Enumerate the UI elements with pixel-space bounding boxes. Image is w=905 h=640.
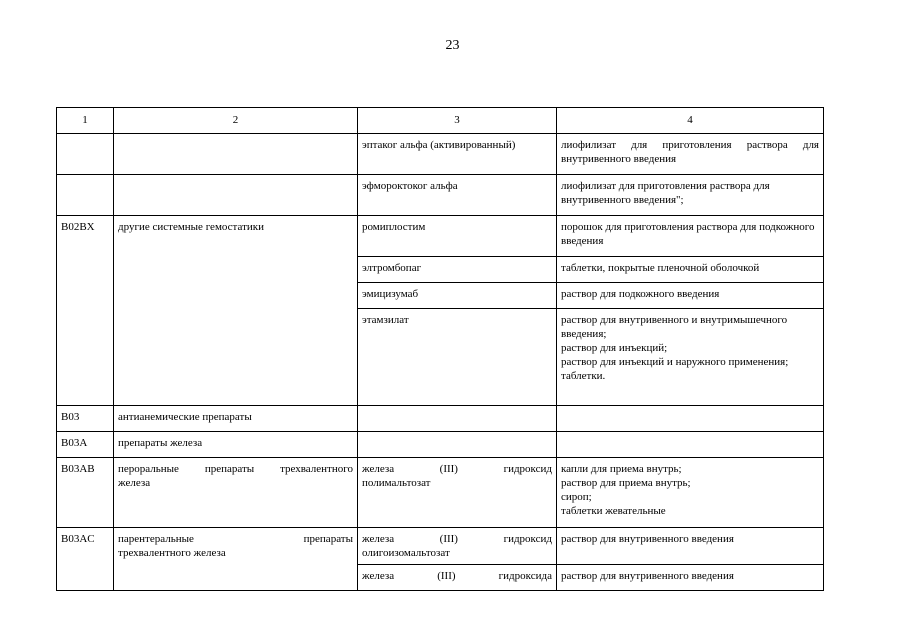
- dosage-form-cell: порошок для приготовления раствора для подкожного введения: [557, 216, 824, 257]
- dosage-form-cell: таблетки, покрытые пленочной оболочкой: [557, 257, 824, 283]
- dosage-form-cell: раствор для подкожного введения: [557, 283, 824, 309]
- drug-name-word: железа: [362, 533, 395, 545]
- group-name-word: препараты: [204, 463, 255, 475]
- drug-name-word: (III): [439, 463, 458, 475]
- drug-name-word: гидроксида: [498, 570, 552, 582]
- dosage-form-cell: лиофилизат для приготовления раствора для внутривенного введения: [557, 134, 824, 175]
- drug-name-line: олигоизомальтозат: [362, 547, 450, 559]
- drug-name-word: (III): [439, 533, 458, 545]
- atc-code-cell: B03: [57, 406, 114, 432]
- dosage-form-cell: раствор для внутривенного введения: [557, 528, 824, 565]
- group-name-cell: [114, 175, 358, 216]
- atc-code-cell: B03AC: [57, 528, 114, 591]
- group-name-line: железа: [118, 477, 151, 489]
- table-row: [57, 175, 824, 216]
- header-col-1: 1: [57, 108, 114, 134]
- group-name-word: парентеральные: [118, 533, 194, 545]
- header-col-4: 4: [557, 108, 824, 134]
- drug-name-cell: эфмороктоког альфа: [358, 175, 557, 216]
- dosage-form-cell: лиофилизат для приготовления раствора для внутривенного введения";: [557, 175, 824, 216]
- drug-name-line: полимальтозат: [362, 477, 431, 489]
- group-name-cell: препараты железа: [114, 432, 358, 458]
- dosage-form-cell: [557, 432, 824, 458]
- drug-name-word: гидроксид: [503, 533, 552, 545]
- header-col-2: 2: [114, 108, 358, 134]
- dosage-form-cell: раствор для внутривенного введения: [557, 565, 824, 591]
- drug-name-cell: [358, 432, 557, 458]
- dosage-form-cell: раствор для внутривенного и внутримышечного введения; раствор для инъекций; раствор для инъекций и наружного применения; таблетки.: [557, 309, 824, 406]
- drug-name-cell: эптаког альфа (активированный): [358, 134, 557, 175]
- drug-name-word: железа: [362, 463, 395, 475]
- table-row: [57, 528, 824, 565]
- drug-name-word: железа: [362, 570, 395, 582]
- atc-code-cell: B03AB: [57, 458, 114, 528]
- table-row: [57, 432, 824, 458]
- drug-name-cell: эмицизумаб: [358, 283, 557, 309]
- group-name-word: пероральные: [118, 463, 179, 475]
- group-name-cell: [114, 134, 358, 175]
- drug-name-word: (III): [437, 570, 456, 582]
- table-row: [57, 406, 824, 432]
- group-name-cell: антианемические препараты: [114, 406, 358, 432]
- group-name-cell: другие системные гемостатики: [114, 216, 358, 406]
- drug-table: [56, 107, 824, 591]
- table-row: [57, 458, 824, 528]
- drug-name-word: гидроксид: [503, 463, 552, 475]
- atc-code-cell: B03A: [57, 432, 114, 458]
- page-number: 23: [445, 38, 460, 53]
- drug-name-cell: [358, 528, 557, 565]
- dosage-form-cell: [557, 406, 824, 432]
- drug-name-cell: [358, 406, 557, 432]
- header-col-3: 3: [358, 108, 557, 134]
- group-name-line: трехвалентного железа: [118, 547, 226, 559]
- table-row: [57, 134, 824, 175]
- group-name-word: препараты: [303, 533, 353, 545]
- atc-code-cell: [57, 175, 114, 216]
- table-header-row: [57, 108, 824, 134]
- drug-name-cell: этамзилат: [358, 309, 557, 406]
- drug-name-cell: [358, 565, 557, 591]
- atc-code-cell: B02BX: [57, 216, 114, 406]
- dosage-form-cell: капли для приема внутрь; раствор для приема внутрь; сироп; таблетки жевательные: [557, 458, 824, 528]
- group-name-word: трехвалентного: [280, 463, 353, 475]
- group-name-cell: [114, 458, 358, 528]
- drug-name-cell: [358, 458, 557, 528]
- group-name-cell: [114, 528, 358, 591]
- drug-name-cell: ромиплостим: [358, 216, 557, 257]
- table-row: [57, 216, 824, 257]
- drug-name-cell: элтромбопаг: [358, 257, 557, 283]
- atc-code-cell: [57, 134, 114, 175]
